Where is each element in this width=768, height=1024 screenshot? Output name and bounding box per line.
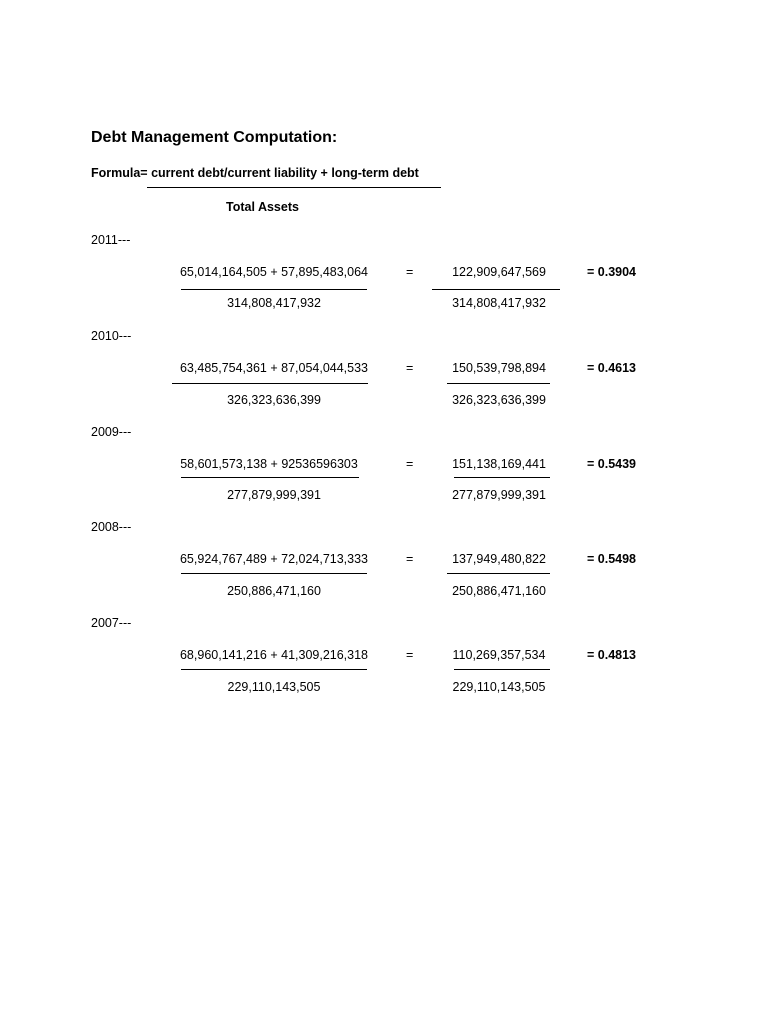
sum-denominator-value: 229,110,143,505 [452, 680, 546, 694]
sum-denominator-value: 277,879,999,391 [452, 488, 546, 502]
fraction-line [447, 573, 550, 574]
fraction-line [454, 669, 550, 670]
year-label: 2007--- [91, 616, 132, 630]
ratio-result: = 0.4613 [587, 361, 637, 375]
equals-sign: = [406, 361, 414, 375]
equals-sign: = [406, 457, 414, 471]
fraction-line [454, 477, 550, 478]
fraction-line [432, 289, 560, 290]
numerator-expression: 68,960,141,216 + 41,309,216,318 [179, 648, 369, 662]
ratio-result: = 0.5439 [587, 457, 637, 471]
ratio-result: = 0.3904 [587, 265, 637, 279]
numerator-expression: 58,601,573,138 + 92536596303 [180, 457, 358, 471]
denominator-value: 277,879,999,391 [227, 488, 321, 502]
sum-denominator-value: 326,323,636,399 [452, 393, 546, 407]
fraction-line [447, 383, 550, 384]
numerator-expression: 65,924,767,489 + 72,024,713,333 [179, 552, 369, 566]
denominator-value: 326,323,636,399 [227, 393, 321, 407]
sum-value: 137,949,480,822 [452, 552, 546, 566]
sum-denominator-value: 250,886,471,160 [452, 584, 546, 598]
year-label: 2010--- [91, 329, 132, 343]
year-label: 2011--- [91, 233, 131, 247]
sum-denominator-value: 314,808,417,932 [452, 296, 546, 310]
numerator-expression: 63,485,754,361 + 87,054,044,533 [179, 361, 369, 375]
fraction-line [181, 573, 367, 574]
equals-sign: = [406, 552, 414, 566]
page-title: Debt Management Computation: [91, 129, 338, 146]
formula-text: Formula= current debt/current liability + long-term debt [91, 166, 419, 180]
denominator-value: 314,808,417,932 [227, 296, 321, 310]
denominator-value: 250,886,471,160 [227, 584, 321, 598]
ratio-result: = 0.5498 [587, 552, 637, 566]
formula-denominator-label: Total Assets [226, 200, 299, 214]
sum-value: 151,138,169,441 [452, 457, 546, 471]
fraction-line [181, 669, 367, 670]
sum-value: 122,909,647,569 [452, 265, 546, 279]
fraction-line [181, 477, 359, 478]
fraction-line [172, 383, 368, 384]
numerator-expression: 65,014,164,505 + 57,895,483,064 [179, 265, 369, 279]
equals-sign: = [406, 648, 414, 662]
fraction-line [181, 289, 367, 290]
equals-sign: = [406, 265, 414, 279]
year-label: 2009--- [91, 425, 132, 439]
formula-divider [147, 187, 441, 188]
ratio-result: = 0.4813 [587, 648, 637, 662]
year-label: 2008--- [91, 520, 132, 534]
denominator-value: 229,110,143,505 [227, 680, 321, 694]
sum-value: 110,269,357,534 [452, 648, 546, 662]
sum-value: 150,539,798,894 [452, 361, 546, 375]
